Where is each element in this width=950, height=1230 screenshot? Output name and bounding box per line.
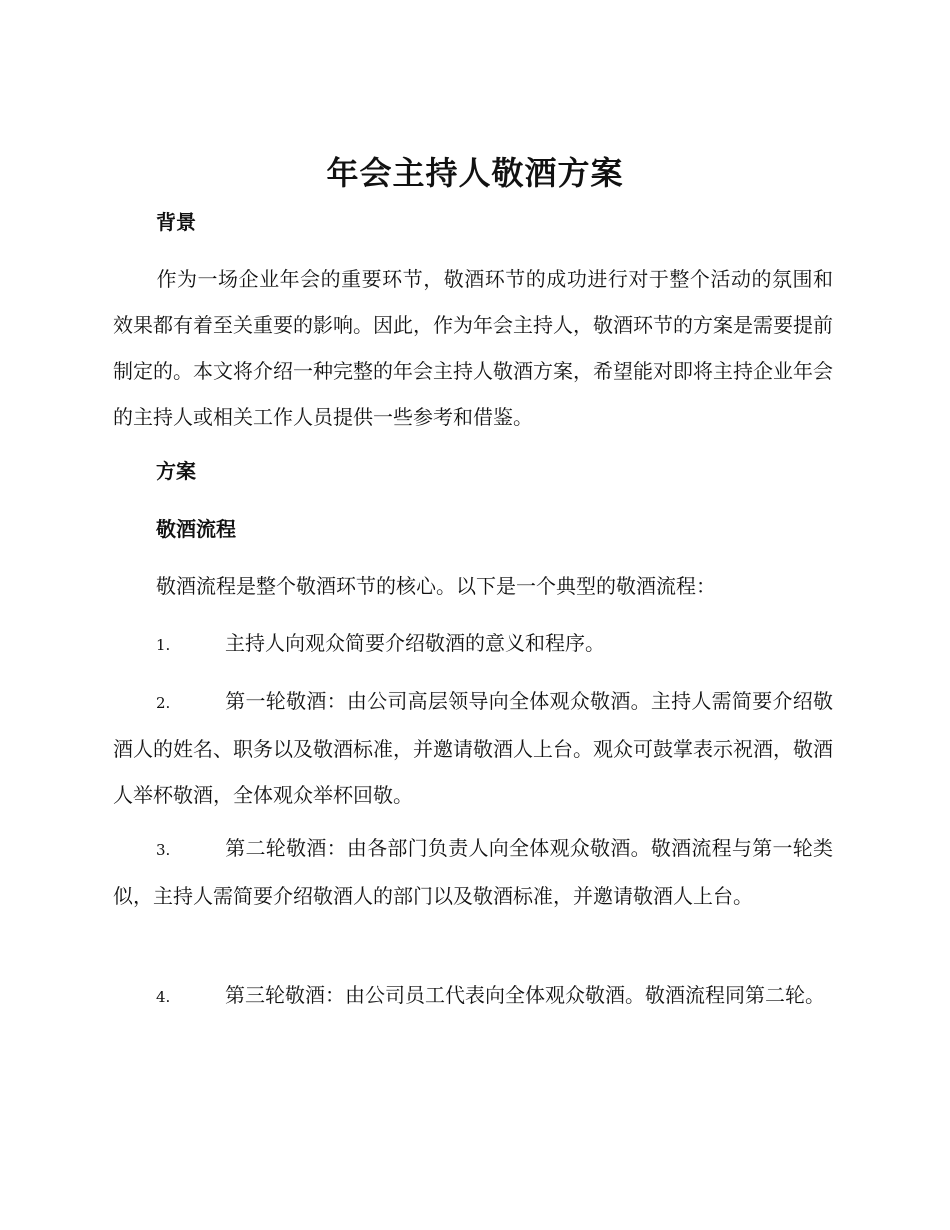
list-item-text: 第二轮敬酒：由各部门负责人向全体观众敬酒。敬酒流程与第一轮类似，主持人需简要介绍敬酒人的部门以及敬酒标准，并邀请敬酒人上台。 (113, 836, 833, 908)
list-item-number: 1. (156, 636, 171, 654)
process-intro-paragraph (113, 563, 833, 609)
list-item (113, 678, 833, 818)
section-heading-background: 背景 (156, 210, 196, 234)
list-item-text: 第三轮敬酒：由公司员工代表向全体观众敬酒。敬酒流程同第二轮。 (225, 983, 825, 1007)
list-item-text: 主持人向观众简要介绍敬酒的意义和程序。 (225, 631, 605, 655)
list-item-number: 2. (156, 694, 171, 712)
document-title: 年会主持人敬酒方案 (326, 154, 624, 192)
list-item (113, 620, 833, 668)
list-item-text: 第一轮敬酒：由公司高层领导向全体观众敬酒。主持人需简要介绍敬酒人的姓名、职务以及敬酒标准，并邀请敬酒人上台。观众可鼓掌表示祝酒，敬酒人举杯敬酒，全体观众举杯回敬。 (113, 689, 833, 807)
list-item-number: 4. (156, 988, 171, 1006)
background-paragraph-text: 作为一场企业年会的重要环节，敬酒环节的成功进行对于整个活动的氛围和效果都有着至关重要的影响。因此，作为年会主持人，敬酒环节的方案是需要提前制定的。本文将介绍一种完整的年会主持人敬酒方案，希望能对即将主持企业年会的主持人或相关工作人员提供一些参考和借鉴。 (113, 267, 833, 429)
section-heading-plan: 方案 (156, 459, 196, 483)
list-item (113, 972, 833, 1020)
list-item-number: 3. (156, 841, 171, 859)
subheading-toast-process: 敬酒流程 (156, 517, 236, 541)
background-paragraph (113, 256, 833, 440)
process-intro-text: 敬酒流程是整个敬酒环节的核心。以下是一个典型的敬酒流程： (156, 574, 716, 598)
list-item (113, 825, 833, 919)
